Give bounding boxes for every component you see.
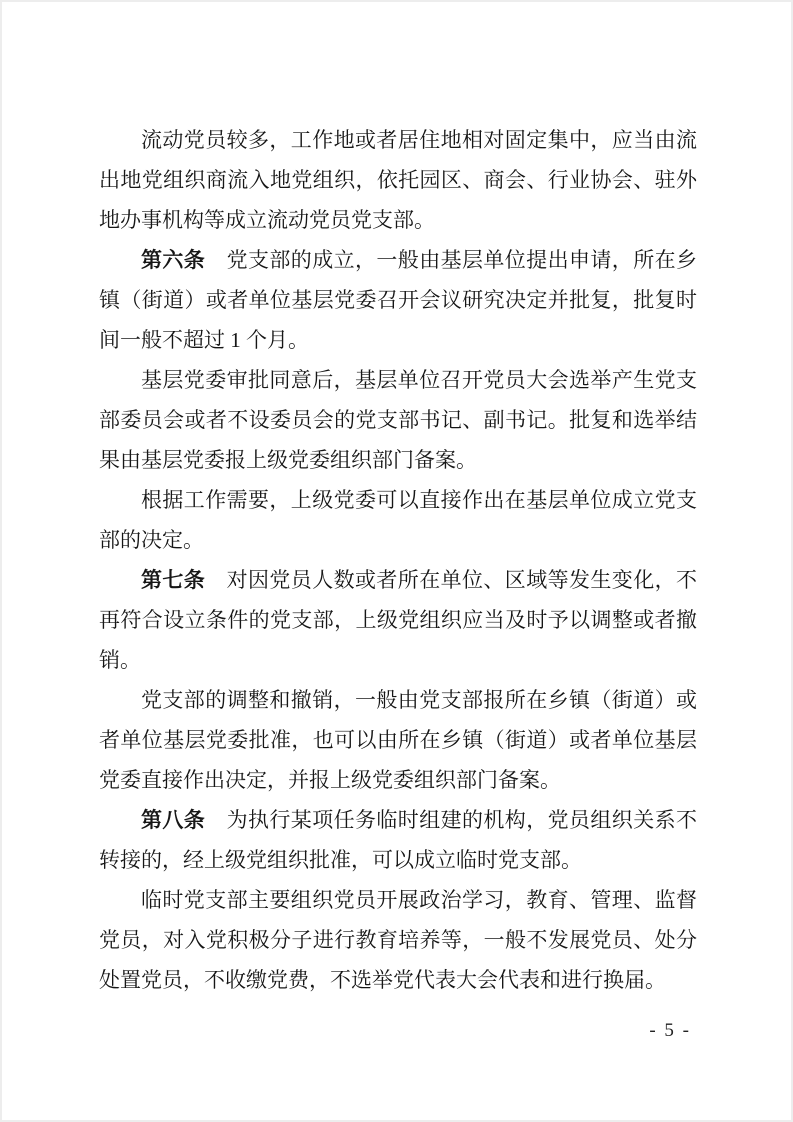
article-number-label: 第六条 <box>141 248 206 272</box>
text-line-article-6 <box>99 240 697 280</box>
text-line: 间一般不超过 1 个月。 <box>99 328 309 352</box>
document-body <box>99 120 697 1000</box>
text-line: 临时党支部主要组织党员开展政治学习，教育、管理、监督 <box>141 888 697 912</box>
text-run: 党支部的成立，一般由基层单位提出申请，所在乡 <box>205 248 698 272</box>
article-number-label: 第八条 <box>141 808 206 832</box>
text-run: 对因党员人数或者所在单位、区域等发生变化，不 <box>205 568 698 592</box>
text-line: 镇（街道）或者单位基层党委召开会议研究决定并批复，批复时 <box>99 288 697 312</box>
text-line: 者单位基层党委批准，也可以由所在乡镇（街道）或者单位基层 <box>99 728 697 752</box>
text-line: 基层党委审批同意后，基层单位召开党员大会选举产生党支 <box>141 368 697 392</box>
text-line: 果由基层党委报上级党委组织部门备案。 <box>99 448 477 472</box>
text-line: 转接的，经上级党组织批准，可以成立临时党支部。 <box>99 848 582 872</box>
text-line: 处置党员，不收缴党费，不选举党代表大会代表和进行换届。 <box>99 968 666 992</box>
page-number: - 5 - <box>649 1020 691 1041</box>
text-line: 再符合设立条件的党支部，上级党组织应当及时予以调整或者撤 <box>99 608 697 632</box>
text-line: 党委直接作出决定，并报上级党委组织部门备案。 <box>99 768 561 792</box>
text-line: 地办事机构等成立流动党员党支部。 <box>99 208 435 232</box>
text-line: 党支部的调整和撤销，一般由党支部报所在乡镇（街道）或 <box>141 688 697 712</box>
text-line: 销。 <box>99 648 141 672</box>
article-number-label: 第七条 <box>141 568 206 592</box>
text-line: 根据工作需要，上级党委可以直接作出在基层单位成立党支 <box>141 488 697 512</box>
text-line: 出地党组织商流入地党组织，依托园区、商会、行业协会、驻外 <box>99 168 697 192</box>
text-line: 部的决定。 <box>99 528 204 552</box>
text-line: 流动党员较多，工作地或者居住地相对固定集中，应当由流 <box>141 128 697 152</box>
text-run: 为执行某项任务临时组建的机构，党员组织关系不 <box>205 808 698 832</box>
text-line: 部委员会或者不设委员会的党支部书记、副书记。批复和选举结 <box>99 408 697 432</box>
text-line-article-8 <box>99 800 697 840</box>
text-line-article-7 <box>99 560 697 600</box>
text-line: 党员，对入党积极分子进行教育培养等，一般不发展党员、处分 <box>99 928 697 952</box>
